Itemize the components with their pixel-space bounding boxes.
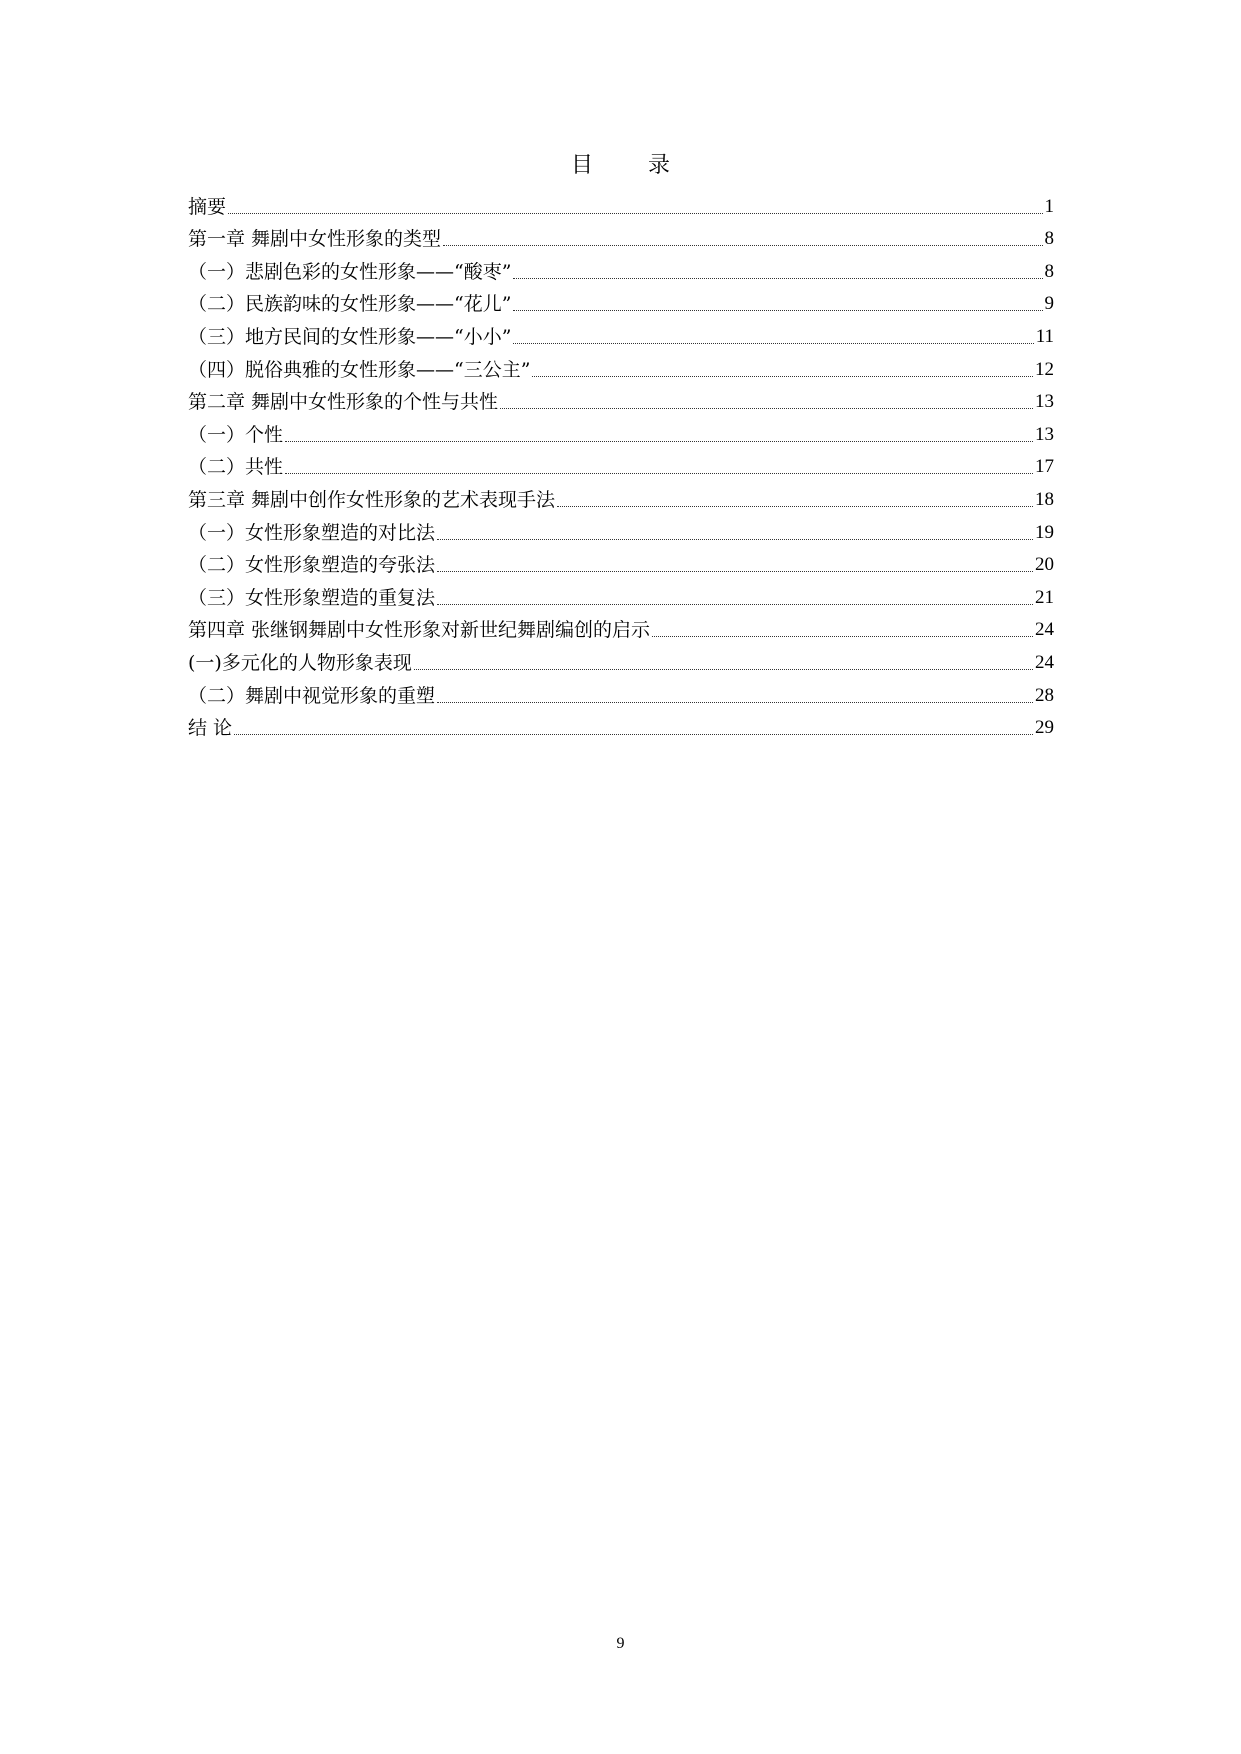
toc-dot-leader <box>437 537 1033 540</box>
toc-entry-label: 第二章 舞剧中女性形象的个性与共性 <box>188 391 499 414</box>
toc-entry-page: 29 <box>1035 717 1054 739</box>
toc-dot-leader <box>500 406 1033 409</box>
toc-dot-leader <box>443 243 1042 246</box>
toc-entry-page: 21 <box>1035 586 1054 608</box>
toc-dot-leader <box>513 341 1033 344</box>
toc-entry-label: （二）民族韵味的女性形象——“花儿” <box>188 293 512 316</box>
toc-entry-page: 12 <box>1035 358 1054 380</box>
toc-entry-label: 第四章 张继钢舞剧中女性形象对新世纪舞剧编创的启示 <box>188 619 651 642</box>
toc-entry-page: 20 <box>1035 554 1054 576</box>
toc-entry[interactable] <box>188 382 1054 415</box>
toc-entry-label: （四）脱俗典雅的女性形象——“三公主” <box>188 358 531 381</box>
toc-entry-label: （二）女性形象塑造的夸张法 <box>188 554 436 577</box>
toc-entry-page: 18 <box>1035 488 1054 510</box>
toc-entry-label: （一）女性形象塑造的对比法 <box>188 521 436 544</box>
toc-entry-page: 17 <box>1035 456 1054 478</box>
toc-dot-leader <box>437 700 1033 703</box>
toc-entry[interactable] <box>188 414 1054 447</box>
toc-entry[interactable] <box>188 708 1054 741</box>
toc-dot-leader <box>513 308 1042 311</box>
toc-entry-label: （一）悲剧色彩的女性形象——“酸枣” <box>188 260 512 283</box>
toc-dot-leader <box>285 439 1033 442</box>
toc-entry-label: 结 论 <box>188 717 233 740</box>
toc-dot-leader <box>234 732 1033 735</box>
toc-entry[interactable] <box>188 219 1054 252</box>
toc-entry-page: 13 <box>1035 423 1054 445</box>
toc-entry-label: （三）地方民间的女性形象——“小小” <box>188 325 512 348</box>
toc-entry[interactable] <box>188 251 1054 284</box>
toc-entry-page: 28 <box>1035 684 1054 706</box>
toc-title: 目 录 <box>571 153 694 178</box>
toc-entry-label: （二）舞剧中视觉形象的重塑 <box>188 684 436 707</box>
toc-entry-label: （二）共性 <box>188 456 284 479</box>
toc-entry[interactable] <box>188 577 1054 610</box>
toc-entry-page: 13 <box>1035 391 1054 413</box>
toc-entry-label: (一)多元化的人物形象表现 <box>188 651 412 674</box>
toc-entry-page: 24 <box>1035 651 1054 673</box>
toc-entry[interactable] <box>188 479 1054 512</box>
toc-dot-leader <box>228 211 1042 214</box>
toc-entry-label: 摘要 <box>188 195 227 218</box>
toc-entry[interactable] <box>188 186 1054 219</box>
toc-entry[interactable] <box>188 349 1054 382</box>
toc-dot-leader <box>437 569 1033 572</box>
page-number: 9 <box>616 1635 625 1652</box>
toc-entry-label: 第三章 舞剧中创作女性形象的艺术表现手法 <box>188 488 556 511</box>
toc-entry[interactable] <box>188 675 1054 708</box>
toc-entry-page: 1 <box>1044 195 1054 217</box>
toc-entry[interactable] <box>188 284 1054 317</box>
toc-entry[interactable] <box>188 512 1054 545</box>
toc-entry-page: 9 <box>1044 293 1054 315</box>
toc-dot-leader <box>414 667 1033 670</box>
toc-list <box>188 186 1054 740</box>
toc-entry[interactable] <box>188 447 1054 480</box>
toc-entry[interactable] <box>188 316 1054 349</box>
toc-entry-page: 19 <box>1035 521 1054 543</box>
toc-entry-page: 24 <box>1035 619 1054 641</box>
toc-entry-label: 第一章 舞剧中女性形象的类型 <box>188 228 442 251</box>
toc-dot-leader <box>285 471 1033 474</box>
toc-entry-page: 8 <box>1044 260 1054 282</box>
toc-entry-page: 8 <box>1044 228 1054 250</box>
toc-entry-label: （一）个性 <box>188 423 284 446</box>
toc-entry[interactable] <box>188 642 1054 675</box>
toc-dot-leader <box>652 634 1033 637</box>
toc-dot-leader <box>557 504 1033 507</box>
toc-dot-leader <box>532 374 1033 377</box>
toc-dot-leader <box>513 276 1042 279</box>
toc-entry-label: （三）女性形象塑造的重复法 <box>188 586 436 609</box>
toc-dot-leader <box>437 602 1033 605</box>
toc-entry[interactable] <box>188 545 1054 578</box>
toc-entry[interactable] <box>188 610 1054 643</box>
toc-entry-page: 11 <box>1035 325 1054 347</box>
